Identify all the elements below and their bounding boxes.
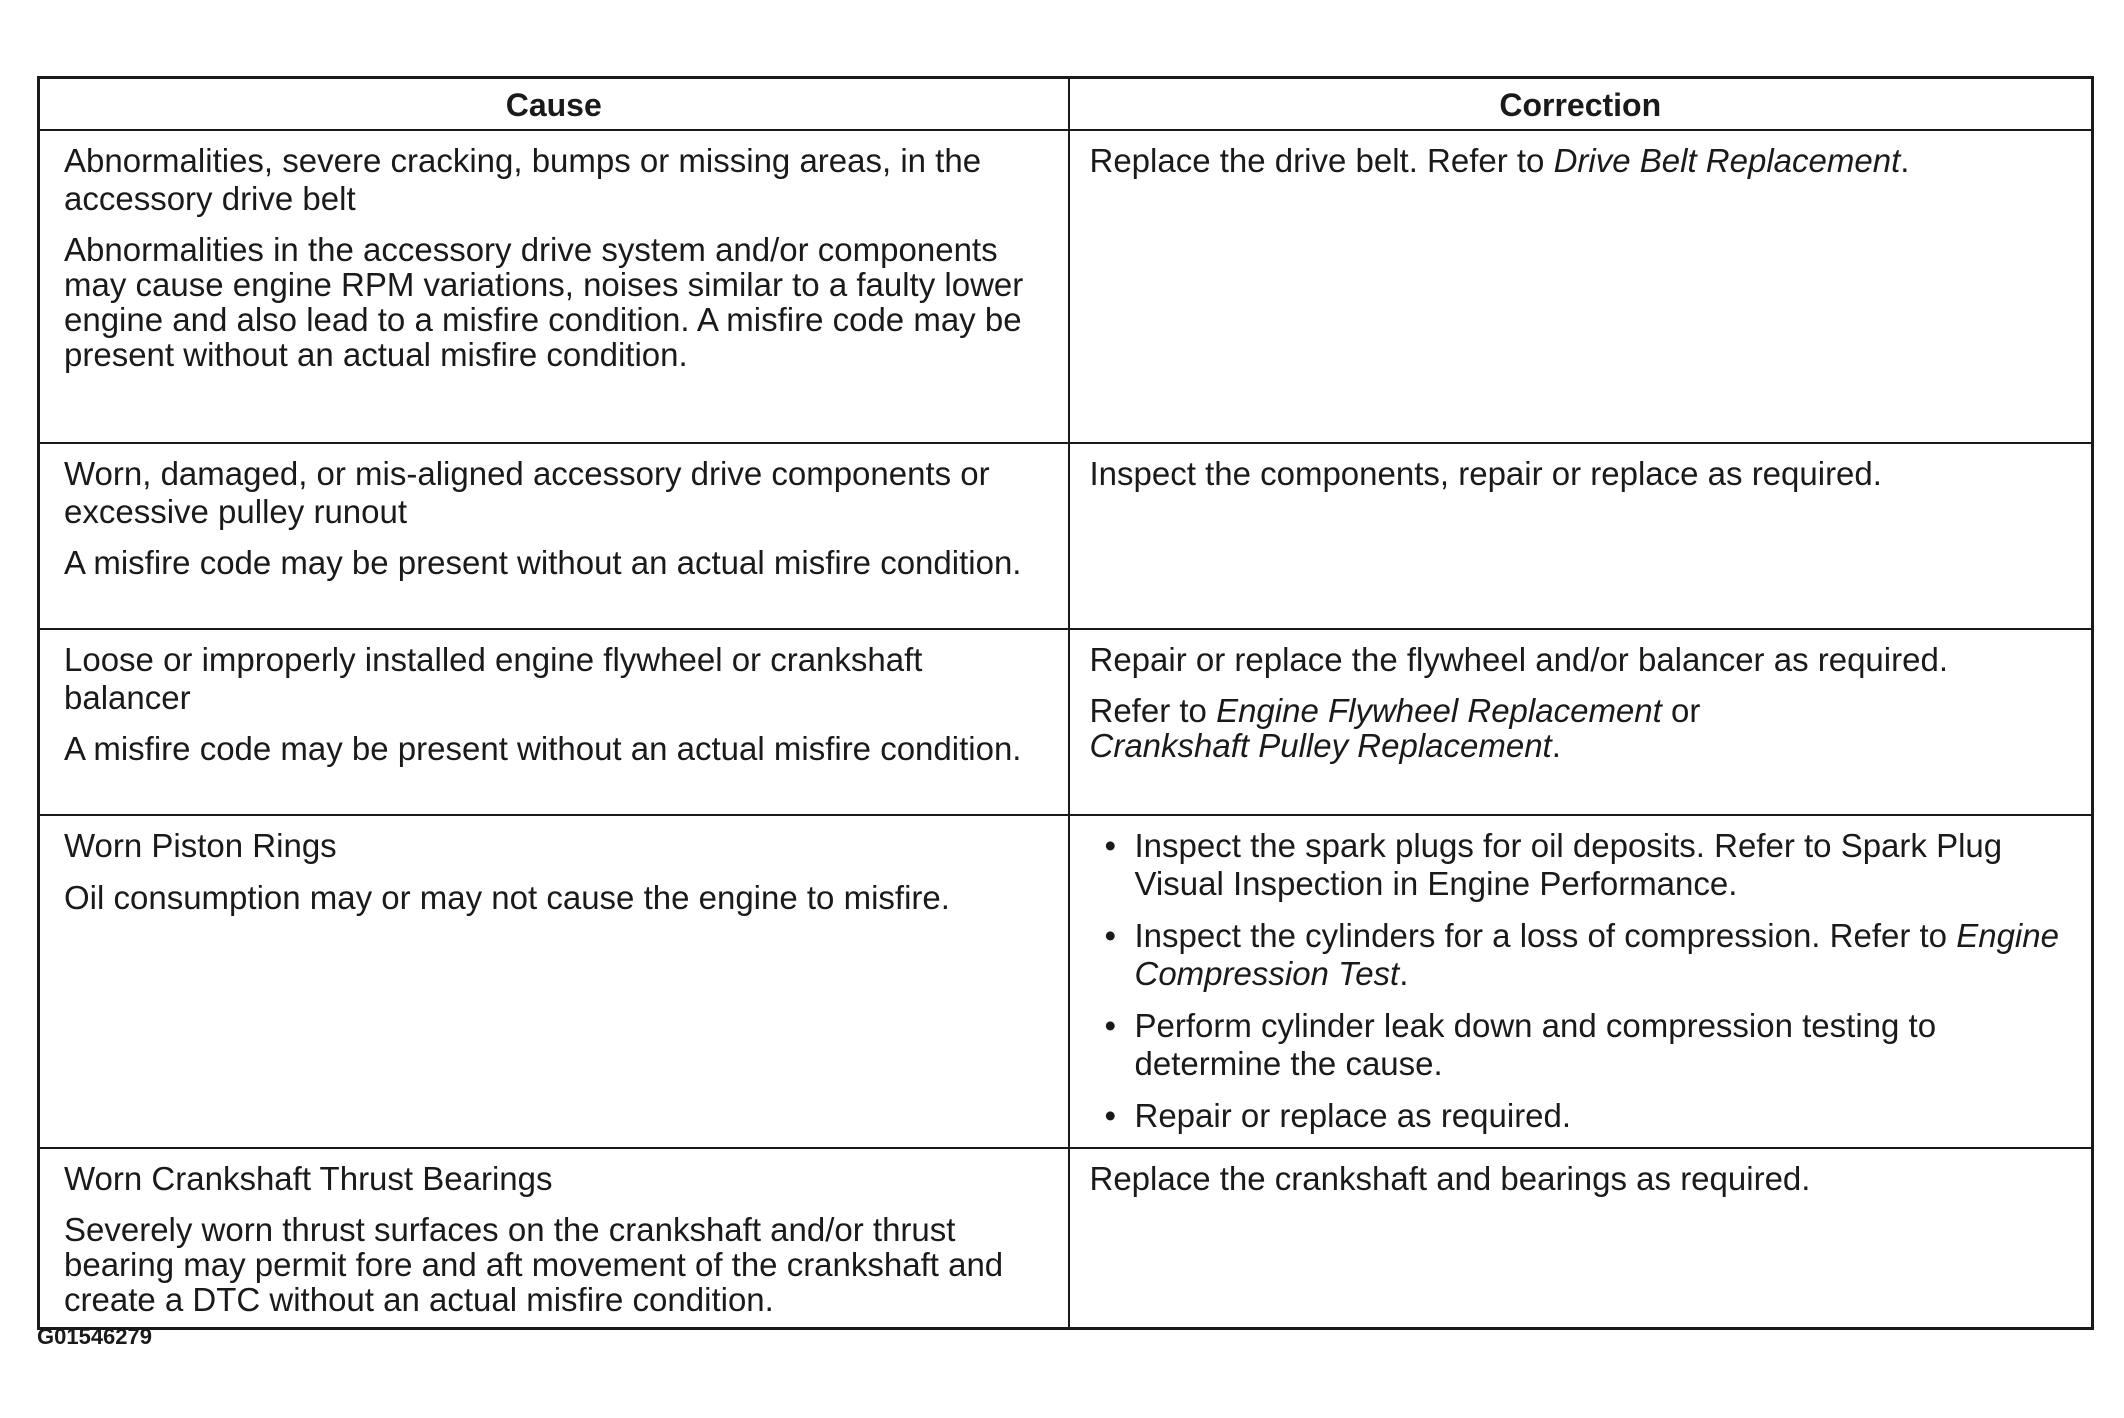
correction-cell [1069,629,2093,815]
cause-title: Worn, damaged, or mis-aligned accessory drive components or excessive pulley runout [64,455,990,530]
correction-end: . [1551,727,1561,764]
correction-text: Inspect the components, repair or replace as required. [1089,455,1882,492]
cause-detail: A misfire code may be present without an actual misfire condition. [64,730,1022,767]
correction-cell [1069,1148,2093,1329]
cause-detail: Severely worn thrust surfaces on the crankshaft and/or thrust bearing may permit fore and aft movement of the crankshaft and create a DTC without an actual misfire condition. [64,1211,1004,1318]
cause-cell [39,815,1069,1148]
correction-reference: Engine Flywheel Replacement [1216,692,1662,729]
cause-cell [39,1148,1069,1329]
table-row [39,443,2093,629]
cause-title: Abnormalities, severe cracking, bumps or missing areas, in the accessory drive belt [64,142,982,217]
correction-cell [1069,130,2093,443]
bullet-text: Inspect the cylinders for a loss of compression. Refer to [1134,917,1948,954]
correction-bullet-list [1090,827,2072,1135]
correction-cell [1069,443,2093,629]
cause-title: Worn Piston Rings [64,827,337,864]
correction-end: . [1900,142,1910,179]
table-row [39,629,2093,815]
correction-references [1090,693,2072,763]
correction-text [1090,142,2072,180]
correction-reference: Crankshaft Pulley Replacement [1089,727,1552,764]
cause-cell [39,443,1069,629]
table-row [39,1148,2093,1329]
cause-cell [39,629,1069,815]
cause-title: Worn Crankshaft Thrust Bearings [64,1160,553,1197]
cause-cell [39,130,1069,443]
correction-text: Replace the crankshaft and bearings as required. [1089,1160,1811,1197]
list-item: • Repair or replace as required. [1135,1097,2072,1135]
cause-detail: Oil consumption may or may not cause the engine to misfire. [64,879,950,916]
correction-prefix: Refer to [1089,692,1207,729]
figure-id: G01546279 [37,1324,152,1349]
correction-header: Correction [1069,78,2093,131]
cause-detail: A misfire code may be present without an actual misfire condition. [64,544,1022,581]
cause-title: Loose or improperly installed engine flywheel or crankshaft balancer [64,641,923,716]
correction-text: Repair or replace the flywheel and/or balancer as required. [1089,641,1948,678]
list-item: • Perform cylinder leak down and compression testing to determine the cause. [1135,1007,2072,1083]
diagnosis-table [37,76,2094,1330]
correction-reference: Engine Compression Test [1134,917,2059,992]
correction-cell [1069,815,2093,1148]
header-row [39,78,2093,131]
correction-join: or [1670,692,1701,729]
bullet-end: . [1399,955,1409,992]
list-item: • Inspect the spark plugs for oil deposits. Refer to Spark Plug Visual Inspection in Engine Performance. [1135,827,2072,903]
table-row [39,130,2093,443]
correction-reference: Drive Belt Replacement [1553,142,1901,179]
list-item [1135,917,2072,993]
table-row [39,815,2093,1148]
cause-header: Cause [39,78,1069,131]
correction-prefix: Replace the drive belt. Refer to [1089,142,1545,179]
cause-detail: Abnormalities in the accessory drive system and/or components may cause engine RPM variations, noises similar to a faulty lower engine and also lead to a misfire condition. A misfire code may be present without an actual misfire condition. [64,231,1024,373]
